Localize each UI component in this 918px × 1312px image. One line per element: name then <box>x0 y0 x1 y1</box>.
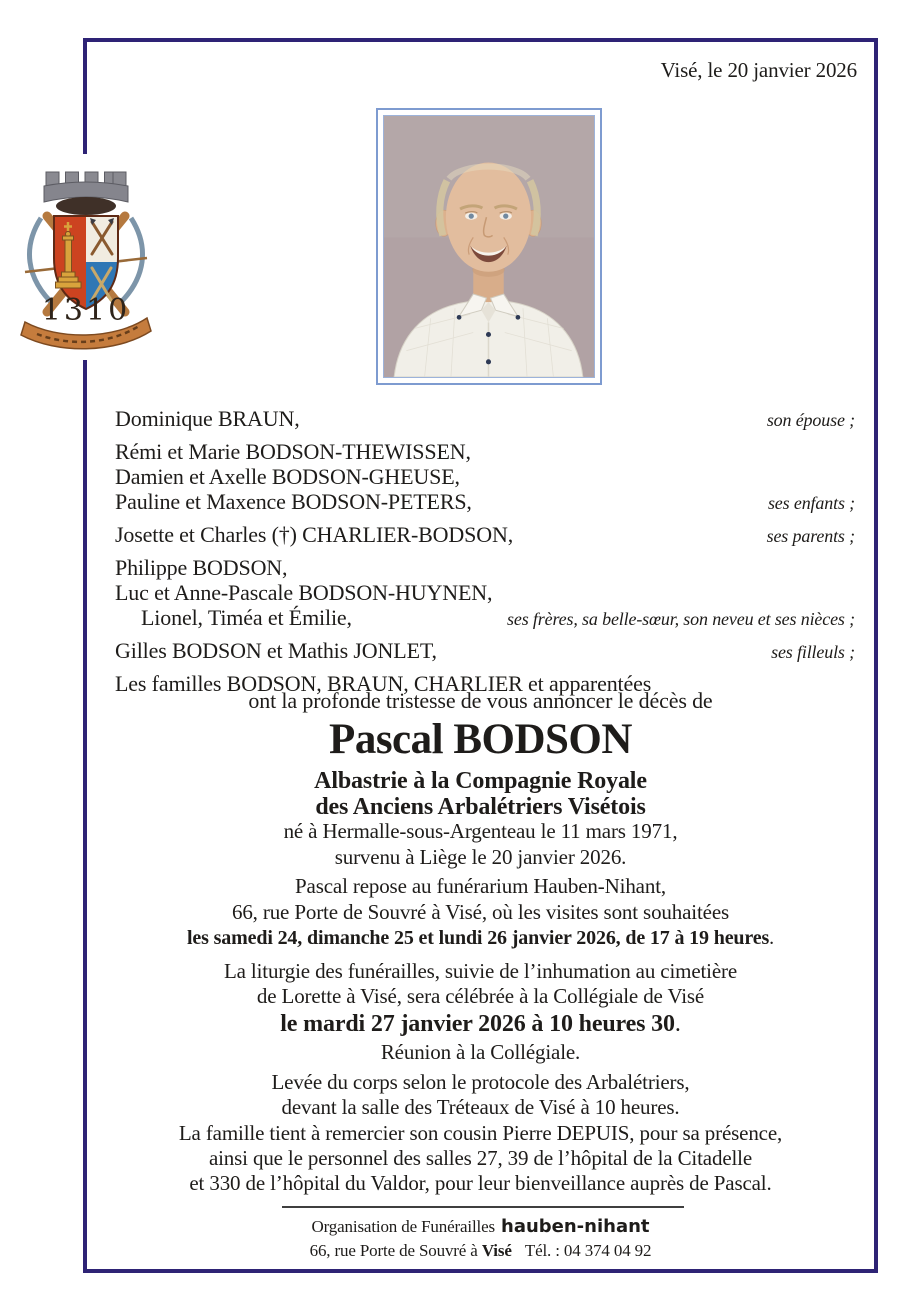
visitation-dates-bold: les samedi 24, dimanche 25 et lundi 26 janvier 2026, de 17 à 19 heures <box>187 927 770 949</box>
visitation-line: Pascal repose au funérarium Hauben-Nihant, <box>295 874 666 898</box>
relation-label: ses filleuls ; <box>771 642 855 662</box>
family-line <box>115 555 855 580</box>
relation-label: ses enfants ; <box>767 493 855 513</box>
protocol-line: devant la salle des Tréteaux de Visé à 10 heures. <box>281 1095 680 1119</box>
announcement-line: ont la profonde tristesse de vous annoncer le décès de <box>248 688 713 713</box>
family-line <box>115 489 855 516</box>
footer-divider <box>282 1206 684 1208</box>
family-list <box>115 406 855 696</box>
crest-graphic <box>12 154 160 360</box>
crest-year: 1310 <box>41 293 131 328</box>
family-names: Dominique BRAUN, <box>115 406 300 431</box>
deceased-name: Pascal BODSON <box>329 716 632 763</box>
ceremony-line: La liturgie des funérailles, suivie de l’inhumation au cimetière <box>223 959 738 983</box>
family-names: Luc et Anne-Pascale BODSON-HUYNEN, <box>115 580 493 605</box>
role-line: Albastrie à la Compagnie Royale <box>314 768 647 794</box>
thanks-paragraph <box>83 1121 878 1196</box>
footer-organisation <box>83 1216 878 1238</box>
portrait-graphic <box>384 116 594 377</box>
footer-address-prefix: 66, rue Porte de Souvré à <box>309 1241 478 1260</box>
family-line <box>115 638 855 665</box>
footer-address <box>83 1240 878 1262</box>
family-line <box>115 522 855 549</box>
family-names: Lionel, Timéa et Émilie, <box>141 605 352 630</box>
protocol-paragraph <box>83 1070 878 1120</box>
family-names: Philippe BODSON, <box>115 555 288 580</box>
family-names: Les familles BODSON, BRAUN, CHARLIER et apparentées <box>115 671 652 696</box>
thanks-line: ainsi que le personnel des salles 27, 39 de l’hôpital de la Citadelle <box>208 1146 753 1170</box>
family-names: Pauline et Maxence BODSON-PETERS, <box>115 489 472 514</box>
relation-label: ses parents ; <box>766 526 855 546</box>
family-line <box>115 406 855 433</box>
death-line: survenu à Liège le 20 janvier 2026. <box>334 845 627 869</box>
ceremony-line: de Lorette à Visé, sera célébrée à la Collégiale de Visé <box>256 984 705 1008</box>
ceremony-date-bold: le mardi 27 janvier 2026 à 10 heures 30 <box>280 1011 675 1037</box>
family-names: Damien et Axelle BODSON-GHEUSE, <box>115 464 460 489</box>
family-line <box>115 605 855 632</box>
birth-death-lines <box>83 818 878 870</box>
visitation-line: 66, rue Porte de Souvré à Visé, où les visites sont souhaitées <box>231 900 730 924</box>
ceremony-date: le mardi 27 janvier 2026 à 10 heures 30. <box>280 1011 681 1037</box>
crest-image <box>12 154 160 360</box>
visitation-paragraph <box>83 873 878 951</box>
footer-phone: Tél. : 04 374 04 92 <box>524 1241 652 1260</box>
footer-city: Visé <box>481 1241 512 1260</box>
portrait-photo-inner <box>383 115 595 378</box>
relation-label: ses frères, sa belle-sœur, son neveu et ses nièces ; <box>507 609 855 629</box>
role-line: des Anciens Arbalétriers Visétois <box>315 794 646 820</box>
family-names: Josette et Charles (†) CHARLIER-BODSON, <box>115 522 514 547</box>
footer-org-prefix: Organisation de Funérailles <box>311 1217 495 1236</box>
relation-label: son épouse ; <box>766 410 855 430</box>
crown-icon <box>44 172 128 215</box>
family-line <box>115 580 855 605</box>
family-names: Rémi et Marie BODSON-THEWISSEN, <box>115 439 471 464</box>
thanks-line: La famille tient à remercier son cousin Pierre DEPUIS, pour sa présence, <box>178 1121 783 1145</box>
ceremony-paragraph <box>83 959 878 1009</box>
dateline: Visé, le 20 janvier 2026 <box>660 58 857 82</box>
portrait-photo <box>376 108 602 385</box>
thanks-line: et 330 de l’hôpital du Valdor, pour leur bienveillance auprès de Pascal. <box>189 1171 772 1195</box>
deceased-role <box>83 768 878 820</box>
family-line <box>115 464 855 489</box>
protocol-line: Levée du corps selon le protocole des Arbalétriers, <box>271 1070 690 1094</box>
funeral-home-logo: hauben-nihant <box>501 1216 650 1237</box>
birth-line: né à Hermalle-sous-Argenteau le 11 mars 1971, <box>283 819 678 843</box>
meeting-line: Réunion à la Collégiale. <box>380 1040 581 1064</box>
visitation-dates: les samedi 24, dimanche 25 et lundi 26 janvier 2026, de 17 à 19 heures. <box>187 927 774 949</box>
family-line <box>115 439 855 464</box>
family-names: Gilles BODSON et Mathis JONLET, <box>115 638 437 663</box>
